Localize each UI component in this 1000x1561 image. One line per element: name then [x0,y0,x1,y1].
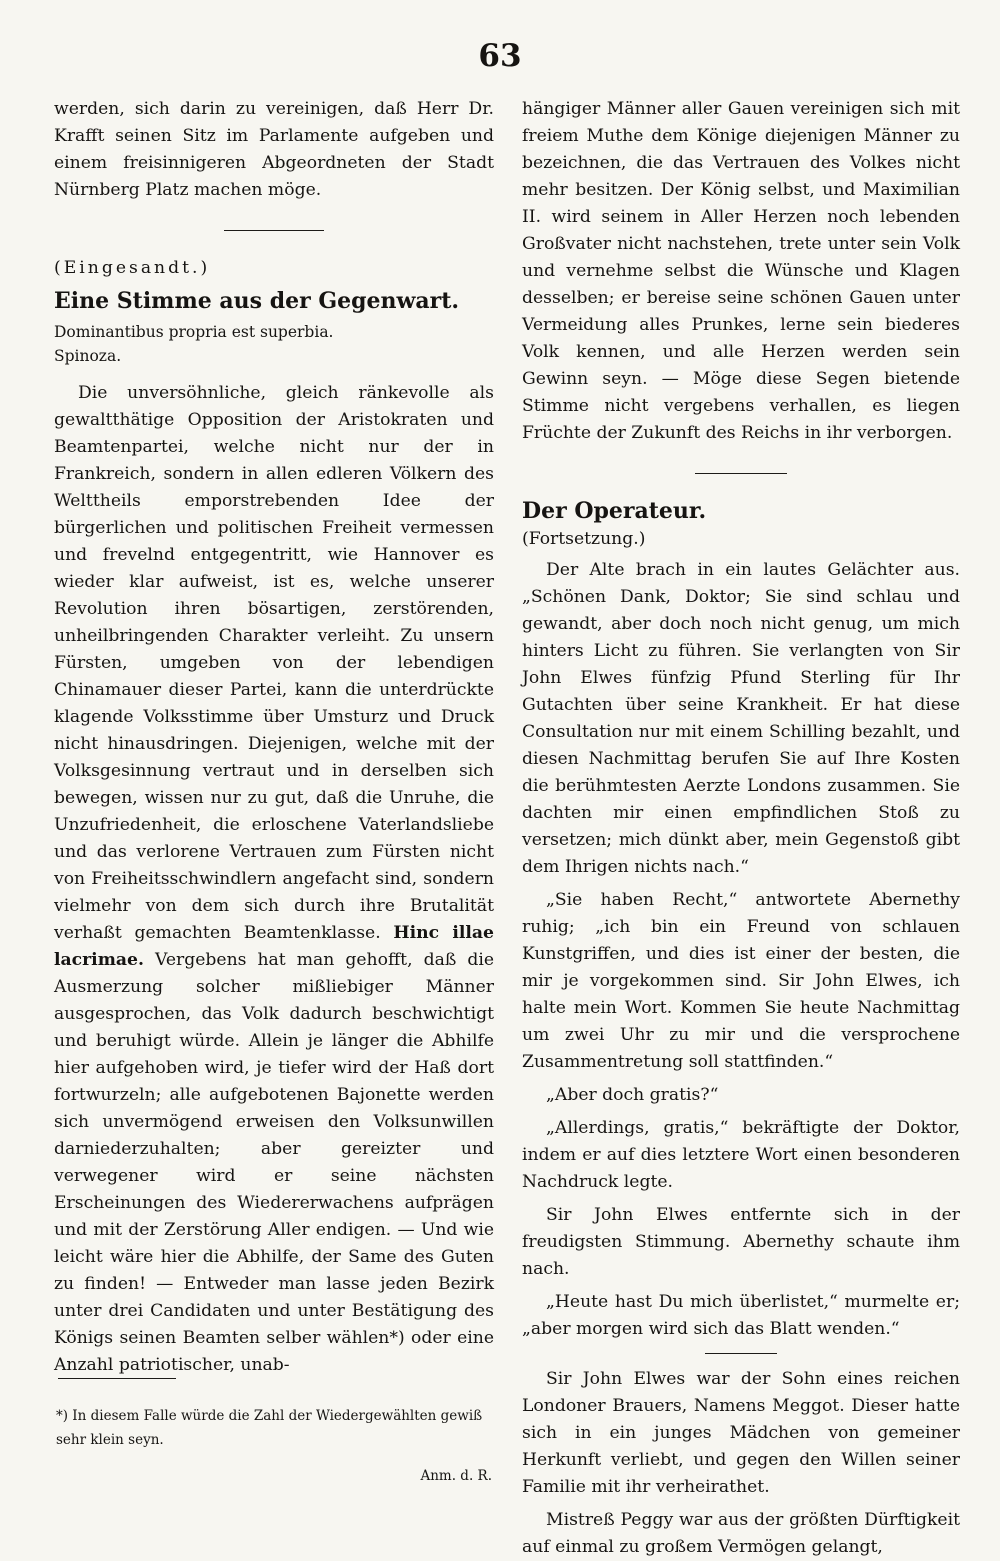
section-divider [695,473,787,474]
article-continuation: hängiger Männer aller Gauen vereinigen sich mit freiem Muthe dem Könige diejenigen Männer zu bezeichnen, die das Vertrauen des Volkes nicht mehr besitzen. Der König selbst, und Maximilian II. wird seinem in Aller Herzen noch lebenden Großvater nicht nachstehen, trete unter sein Volk und vernehme selbst die Wünsche und Klagen desselben; er bereise seine schönen Gauen unter Vermeidung alles Prunkes, lerne sein biederes Volk kennen, und alle Herzen werden sein Gewinn seyn. — Möge diese Segen bietende Stimme nicht vergebens verhallen, es liegen Früchte der Zukunft des Reichs in ihr verborgen. [522,99,960,443]
footnote-text: *) In diesem Falle würde die Zahl der Wiedergewählten gewiß sehr klein seyn. [56,1407,483,1448]
page-number: 63 [478,38,522,74]
story-paragraph: Mistreß Peggy war aus der größten Dürftigkeit auf einmal zu großem Vermögen gelangt, [522,1510,960,1557]
footnote-block [56,1390,492,1501]
footnote-divider [58,1378,176,1379]
latin-phrase: Hinc illae lacrimae. [54,923,494,970]
section-divider [224,230,324,231]
article-body [54,380,494,1379]
intro-paragraph: werden, sich darin zu vereinigen, daß Herr Dr. Krafft seinen Sitz im Parlamente aufgeben und einem freisinnigeren Abgeordneten der Stadt Nürnberg Platz machen möge. [54,99,494,200]
article-motto: Dominantibus propria est superbia. [54,323,334,341]
right-column [522,96,960,1561]
story-paragraph: Der Alte brach in ein lautes Gelächter aus. „Schönen Dank, Doktor; Sie sind schlau und gewandt, aber doch noch nicht genug, um mich hinters Licht zu führen. Sie verlangten von Sir John Elwes fünfzig Pfund Sterling für Ihr Gutachten über seine Krankheit. Er hat diese Consultation nur mit einem Schilling bezahlt, und diesen Nachmittag berufen Sie auf Ihre Kosten die berühmtesten Aerzte Londons zusammen. Sie dachten mir einen empfindlichen Stoß zu versetzen; mich dünkt aber, mein Gegenstoß gibt dem Ihrigen nichts nach.“ [522,560,960,877]
story-divider [705,1353,777,1354]
story-title: Der Operateur. [522,498,707,524]
story-paragraph: Sir John Elwes war der Sohn eines reichen Londoner Brauers, Namens Meggot. Dieser hatte sich in ein junges Mädchen von gemeiner Herkunft verliebt, und gegen den Willen seiner Familie mit ihr verheirathet. [522,1369,960,1497]
story-paragraph: „Sie haben Recht,“ antwortete Abernethy ruhig; „ich bin ein Freund von schlauen Kunstgriffen, und dies ist einer der besten, die mir je vorgekommen sind. Sir John Elwes, ich halte mein Wort. Kommen Sie heute Nachmittag um zwei Uhr zu mir und die versprochene Zusammentretung soll stattfinden.“ [522,890,960,1072]
motto-author: Spinoza. [54,347,122,365]
story-paragraph: „Heute hast Du mich überlistet,“ murmelte er; „aber morgen wird sich das Blatt wenden.“ [522,1292,960,1339]
story-subtitle: (Fortsetzung.) [522,529,646,549]
article-text-1: Die unversöhnliche, gleich ränkevolle als gewaltthätige Opposition der Aristokraten und Beamtenpartei, welche nicht nur der in Frankreich, sondern in allen edleren Völkern des Welttheils emporstrebenden Idee der bürgerlichen und politischen Freiheit vermessen und frevelnd entgegentritt, wie Hannover es wieder klar aufweist, ist es, welche unserer Revolution ihren bösartigen, zerstörenden, unheilbringenden Charakter verleiht. Zu unsern Fürsten, umgeben von der lebendigen Chinamauer dieser Partei, kann die unterdrückte klagende Volksstimme über Umsturz und Druck nicht hinausdringen. Diejenigen, welche mit der Volksgesinnung vertraut und in derselben sich bewegen, wissen nur zu gut, daß die Unruhe, die Unzufriedenheit, die erloschene Vaterlandsliebe und das verlorene Vertrauen zum Fürsten nicht von Freiheitsschwindlern angefacht sind, sondern vielmehr von dem sich durch ihre Brutalität verhaßt gemachten Beamtenklasse. [54,383,494,943]
submitted-label: (Eingesandt.) [54,258,211,278]
story-paragraph: „Aber doch gratis?“ [546,1085,719,1105]
story-paragraph: „Allerdings, gratis,“ bekräftigte der Doktor, indem er auf dies letztere Wort einen besonderen Nachdruck legte. [522,1118,960,1192]
article-text-2: Vergebens hat man gehofft, daß die Ausmerzung solcher mißliebiger Männer ausgesprochen, das Volk dadurch beschwichtigt und beruhigt würde. Allein je länger die Abhilfe hier aufgehoben wird, je tiefer wird der Haß dort fortwurzeln; alle aufgebotenen Bajonette werden sich unvermögend erweisen den Volksunwillen darniederzuhalten; aber gereizter und verwegener wird er seine nächsten Erscheinungen des Wiedererwachens aufprägen und mit der Zerstörung Aller endigen. — Und wie leicht wäre hier die Abhilfe, der Same des Guten zu finden! — Entweder man lasse jeden Bezirk unter drei Candidaten und unter Bestätigung des Königs seinen Beamten selber wählen*) oder eine Anzahl patriotischer, unab- [54,950,494,1375]
left-column [54,96,494,1379]
story-paragraph: Sir John Elwes entfernte sich in der freudigsten Stimmung. Abernethy schaute ihm nach. [522,1205,960,1279]
article-title: Eine Stimme aus der Gegenwart. [54,288,460,314]
footnote-signature: Anm. d. R. [420,1468,492,1484]
